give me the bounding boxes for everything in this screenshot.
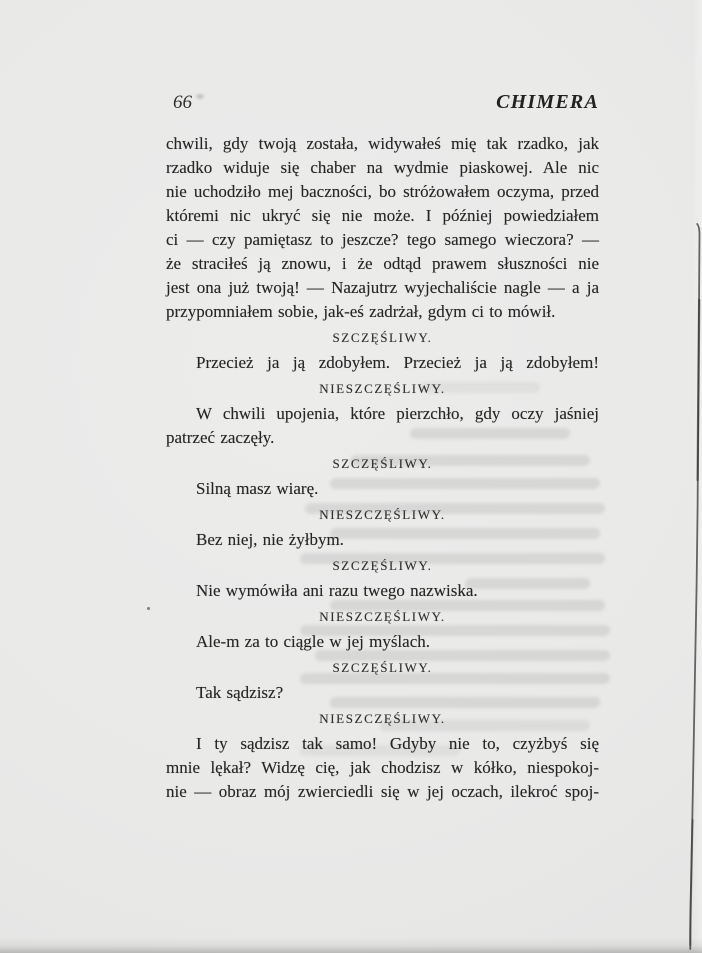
speaker-name: NIESZCZĘŚLIWY.: [319, 711, 446, 726]
text-line: W chwili upojenia, które pierzchło, gdy oczy jaśniej: [196, 404, 599, 423]
paragraph: [166, 630, 599, 654]
text-line: Silną masz wiarę.: [196, 479, 319, 498]
text-line: że straciłeś ją znowu, i że odtąd prawem słuszności nie: [166, 254, 599, 273]
paper-smudge: [196, 94, 204, 99]
speaker-name: SZCZĘŚLIWY.: [332, 456, 433, 471]
paragraph: [166, 402, 599, 450]
ink-speck: [147, 607, 150, 610]
speaker-name: SZCZĘŚLIWY.: [332, 330, 433, 345]
text-line: Bez niej, nie żyłbym.: [196, 530, 344, 549]
text-line: nie uchodziło mej baczności, bo stróżowałem oczyma, przed: [166, 182, 599, 201]
paragraph: [166, 477, 599, 501]
paragraph: [166, 579, 599, 603]
paragraph: [166, 681, 599, 705]
text-line: Tak sądzisz?: [196, 683, 284, 702]
text-line: rzadko widuje się chaber na wydmie piaskowej. Ale nic: [166, 158, 599, 177]
text-line: Nie wymówiła ani razu twego nazwiska.: [196, 581, 478, 600]
text-line: nie — obraz mój zwierciedli się w jej oczach, ilekroć spoj-: [166, 782, 599, 801]
paragraph: [166, 132, 599, 324]
text-line: chwili, gdy twoją została, widywałeś mię tak rzadko, jak: [166, 134, 599, 153]
text-line: Przecież ja ją zdobyłem. Przecież ja ją zdobyłem!: [196, 353, 599, 372]
speaker-name: NIESZCZĘŚLIWY.: [319, 507, 446, 522]
text-line: I ty sądzisz tak samo! Gdyby nie to, czyżbyś się: [196, 734, 599, 753]
text-line: jest ona już twoją! — Nazajutrz wyjechaliście nagle — a ja: [166, 278, 599, 297]
paragraph: [166, 351, 599, 375]
text-line: mnie lękał? Widzę cię, jak chodzisz w kółko, niespokoj-: [166, 758, 599, 777]
speaker-name: SZCZĘŚLIWY.: [332, 660, 433, 675]
text-line: ci — czy pamiętasz to jeszcze? tego samego wieczora? —: [166, 230, 599, 249]
page-edge-highlight: [693, 0, 702, 953]
text-line: Ale-m za to ciągle w jej myślach.: [196, 632, 430, 651]
scan-bottom-shadow: [0, 937, 702, 953]
page-body: [166, 132, 599, 804]
page-number: 66: [173, 92, 192, 113]
journal-title: CHIMERA: [496, 91, 599, 113]
text-line: przypomniałem sobie, jak-eś zadrżał, gdym ci to mówił.: [166, 302, 556, 321]
paragraph: [166, 732, 599, 804]
speaker-name: SZCZĘŚLIWY.: [332, 558, 433, 573]
text-line: patrzeć zaczęły.: [166, 428, 275, 447]
text-line: któremi nic ukryć się nie może. I później powiedziałem: [166, 206, 599, 225]
speaker-name: NIESZCZĘŚLIWY.: [319, 609, 446, 624]
text-column: [166, 90, 599, 804]
speaker-name: NIESZCZĘŚLIWY.: [319, 381, 446, 396]
paragraph: [166, 528, 599, 552]
page-header: [166, 90, 599, 115]
